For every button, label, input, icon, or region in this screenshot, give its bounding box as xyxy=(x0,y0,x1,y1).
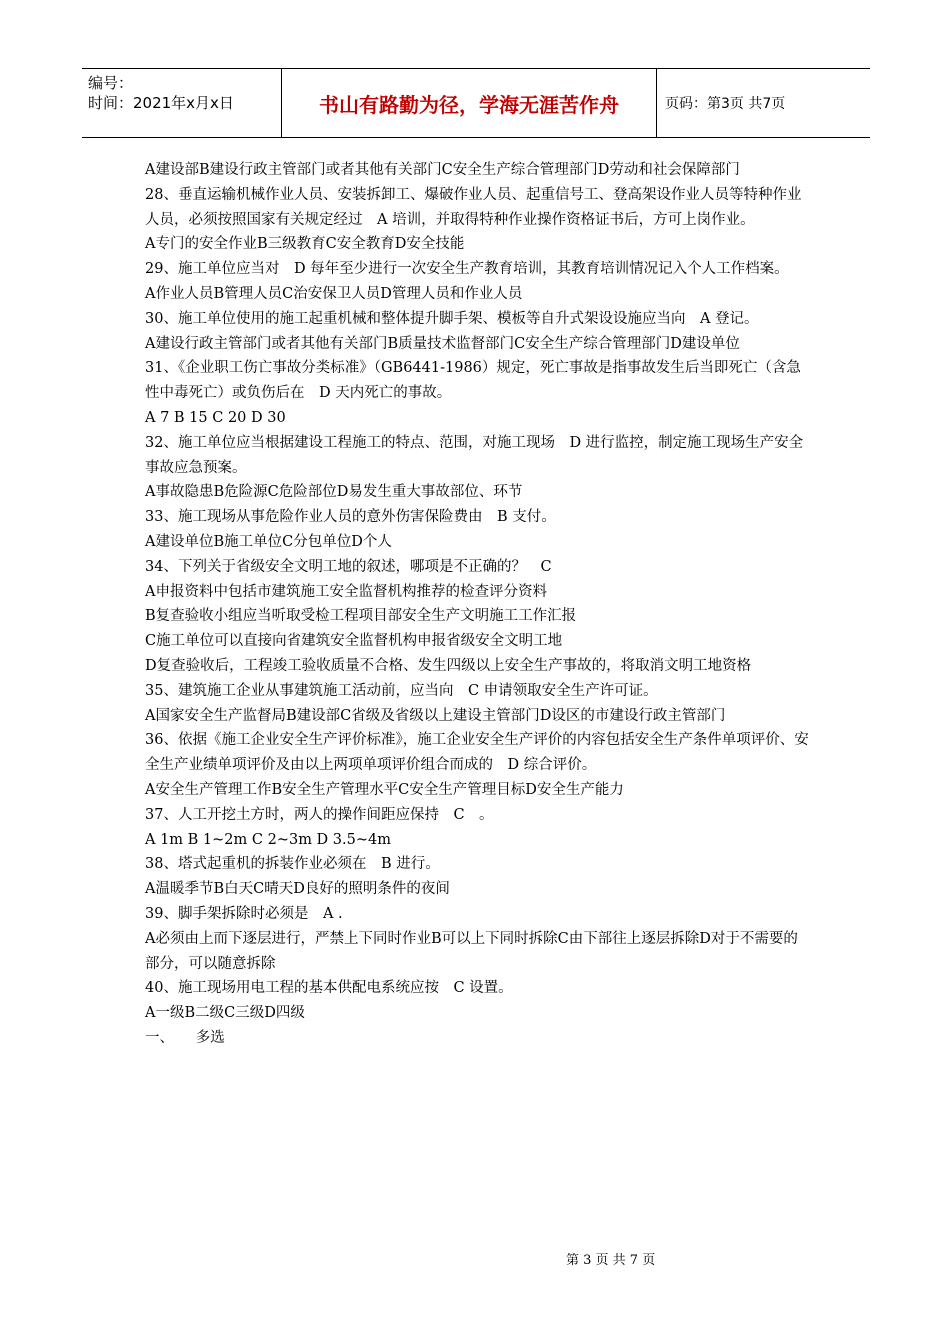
text-line: A专门的安全作业B三级教育C安全教育D安全技能 xyxy=(145,236,465,253)
text-line: 29、施工单位应当对 D 每年至少进行一次安全生产教育培训，其教育培训情况记入个人工作档案。 xyxy=(145,261,789,278)
text-line: A安全生产管理工作B安全生产管理水平C安全生产管理目标D安全生产能力 xyxy=(145,781,624,798)
text-line: 39、脚手架拆除时必须是 A . xyxy=(145,905,343,922)
text-line: B复查验收小组应当听取受检工程项目部安全生产文明施工工作汇报 xyxy=(145,608,577,625)
text-line: A必须由上而下逐层进行，严禁上下同时作业B可以上下同时拆除C由下部往上逐层拆除D对于不需要的部分，可以随意拆除 xyxy=(145,930,798,972)
text-line: 一、 多选 xyxy=(145,1029,225,1046)
text-line: A建设部B建设行政主管部门或者其他有关部门C安全生产综合管理部门D劳动和社会保障部门 xyxy=(145,162,740,178)
document-body xyxy=(145,158,810,1051)
text-line: 33、施工现场从事危险作业人员的意外伤害保险费由 B 支付。 xyxy=(145,509,556,526)
header-meta xyxy=(82,69,282,137)
text-line: 35、建筑施工企业从事建筑施工活动前，应当向 C 申请领取安全生产许可证。 xyxy=(145,682,658,699)
header-motto: 书山有路勤为径，学海无涯苦作舟 xyxy=(282,69,657,137)
text-line: C施工单位可以直接向省建筑安全监督机构申报省级安全文明工地 xyxy=(145,633,563,650)
text-line: 30、施工单位使用的施工起重机械和整体提升脚手架、模板等自升式架设设施应当向 A 登记。 xyxy=(145,310,759,327)
text-line: A 7 B 15 C 20 D 30 xyxy=(145,409,286,426)
text-line: A 1m B 1~2m C 2~3m D 3.5~4m xyxy=(145,831,391,848)
text-line: 36、依据《施工企业安全生产评价标准》，施工企业安全生产评价的内容包括安全生产条件单项评价、安全生产业绩单项评价及由以上两项单项评价组合而成的 D 综合评价。 xyxy=(145,732,809,774)
page-footer: 第 3 页 共 7 页 xyxy=(566,1253,656,1268)
text-line: 38、塔式起重机的拆装作业必须在 B 进行。 xyxy=(145,856,440,873)
text-line: 31、《企业职工伤亡事故分类标准》（GB6441-1986）规定，死亡事故是指事故发生后当即死亡（含急性中毒死亡）或负伤后在 D 天内死亡的事故。 xyxy=(145,360,801,402)
text-line: A一级B二级C三级D四级 xyxy=(145,1005,305,1022)
text-line: 28、垂直运输机械作业人员、安装拆卸工、爆破作业人员、起重信号工、登高架设作业人员等特种作业人员，必须按照国家有关规定经过 A 培训，并取得特种作业操作资格证书后，方可上岗作业。 xyxy=(145,186,802,228)
text-line: A建设行政主管部门或者其他有关部门B质量技术监督部门C安全生产综合管理部门D建设单位 xyxy=(145,335,740,352)
text-line: A申报资料中包括市建筑施工安全监督机构推荐的检查评分资料 xyxy=(145,583,547,600)
document-date: 时间：2021年x月x日 xyxy=(88,94,234,112)
text-line: A国家安全生产监督局B建设部C省级及省级以上建设主管部门D设区的市建设行政主管部门 xyxy=(145,707,726,724)
header-page-info: 页码：第3页 共7页 xyxy=(665,96,786,112)
page-header xyxy=(82,68,870,138)
text-line: 40、施工现场用电工程的基本供配电系统应按 C 设置。 xyxy=(145,980,513,997)
text-line: A建设单位B施工单位C分包单位D个人 xyxy=(145,533,392,550)
text-line: 37、人工开挖土方时，两人的操作间距应保持 C 。 xyxy=(145,806,494,823)
text-line: A作业人员B管理人员C治安保卫人员D管理人员和作业人员 xyxy=(145,285,523,302)
text-line: A事故隐患B危险源C危险部位D易发生重大事故部位、环节 xyxy=(145,484,523,501)
text-line: A温暖季节B白天C晴天D良好的照明条件的夜间 xyxy=(145,881,450,898)
text-line: 32、施工单位应当根据建设工程施工的特点、范围，对施工现场 D 进行监控，制定施工现场生产安全事故应急预案。 xyxy=(145,434,804,476)
document-number-label: 编号： xyxy=(88,74,134,92)
text-line: D复查验收后，工程竣工验收质量不合格、发生四级以上安全生产事故的，将取消文明工地资格 xyxy=(145,657,752,674)
text-line: 34、下列关于省级安全文明工地的叙述，哪项是不正确的？ C xyxy=(145,558,552,575)
